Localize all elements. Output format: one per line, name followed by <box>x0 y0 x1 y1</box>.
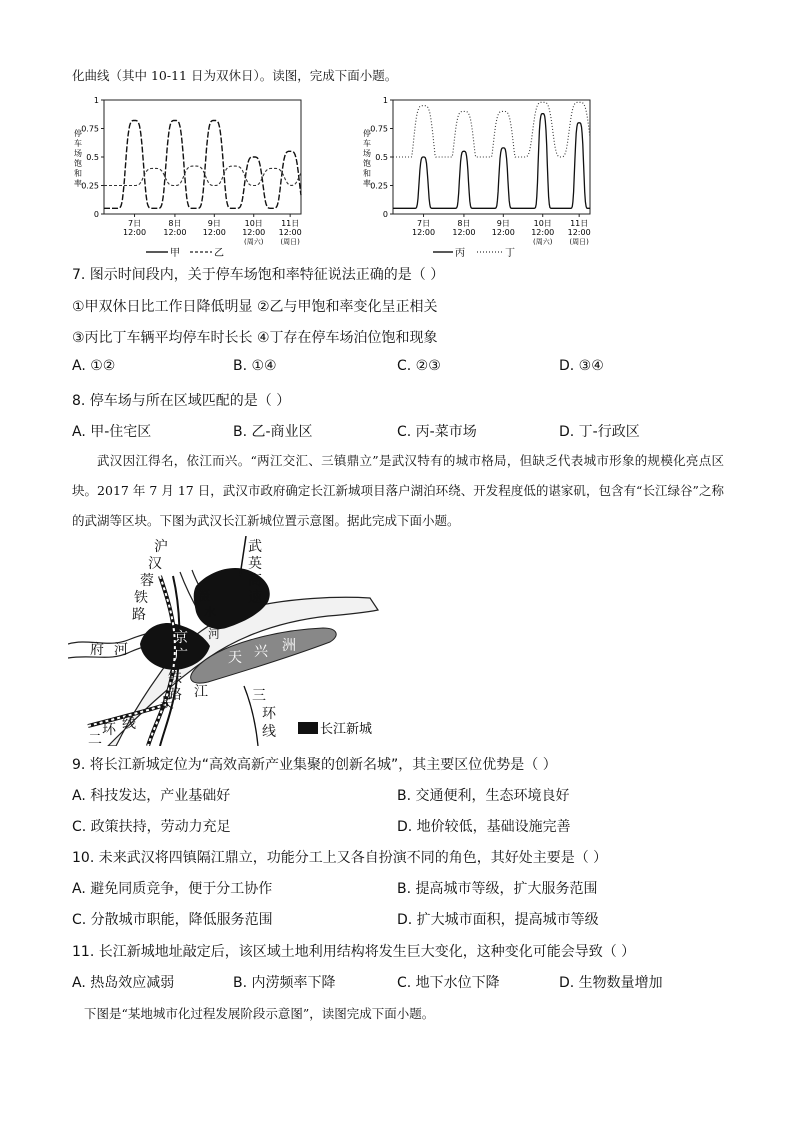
q7-statement-1: ①甲双休日比工作日降低明显 ②乙与甲饱和率变化呈正相关 <box>72 299 438 315</box>
series-bing-line <box>393 114 590 209</box>
label-jingguang-4: 路 <box>168 687 182 703</box>
series-jia-line <box>104 121 301 209</box>
label-jingguang-1: 京 <box>174 630 188 646</box>
label-sanhuan-1: 三 <box>252 688 266 704</box>
q10-option-c[interactable]: C. 分散城市职能，降低服务范围 <box>72 912 273 928</box>
saturation-chart-right <box>355 92 605 264</box>
chart-right-legend <box>433 247 515 259</box>
left-xtick-note: (周六) <box>243 238 264 246</box>
right-xtick-day: 11日 <box>570 219 589 228</box>
left-xtick-day: 11日 <box>281 219 300 228</box>
label-erhuan-1: 二 <box>88 732 102 746</box>
q11-option-d[interactable]: D. 生物数量增加 <box>559 975 663 991</box>
label-changjiang-2: 江 <box>194 684 208 700</box>
label-wuying-2: 英 <box>248 556 262 572</box>
right-ylabel-char: 饱 <box>363 159 371 168</box>
closing-text: 下图是“某地城市化过程发展阶段示意图”，读图完成下面小题。 <box>84 1006 435 1021</box>
left-xtick-day: 9日 <box>207 219 221 228</box>
q11-stem: 11. 长江新城地址敲定后，该区域土地利用结构将发生巨大变化，这种变化可能会导致（ ） <box>72 944 636 960</box>
right-xtick-time: 12:00 <box>491 228 515 237</box>
q7-option-b[interactable]: B. ①④ <box>233 358 277 374</box>
label-wuying-4: 速 <box>248 590 262 606</box>
q10-option-b[interactable]: B. 提高城市等级，扩大服务范围 <box>397 881 598 897</box>
chart-right-ticks <box>370 96 591 246</box>
label-sanhuan-2: 环 <box>262 706 276 722</box>
label-hurong-1: 沪 <box>154 539 168 555</box>
right-xtick-day: 8日 <box>457 219 471 228</box>
label-he: 河 <box>208 627 221 641</box>
label-erhuan-3: 线 <box>122 716 136 732</box>
left-xtick-note: (周日) <box>280 238 300 246</box>
left-xtick-time: 12:00 <box>123 228 147 237</box>
label-fu-2: 河 <box>114 642 128 658</box>
right-xtick-time: 12:00 <box>452 228 476 237</box>
label-hurong-2: 汉 <box>148 556 162 572</box>
left-xtick-day: 7日 <box>127 219 142 228</box>
right-xtick-day: 7日 <box>416 219 431 228</box>
right-ylabel-char: 率 <box>363 179 371 188</box>
q9-option-d[interactable]: D. 地价较低，基础设施完善 <box>397 819 571 835</box>
q9-option-b[interactable]: B. 交通便利，生态环境良好 <box>397 788 570 804</box>
chart-left-axes <box>74 100 301 214</box>
q7-stem: 7. 图示时间段内，关于停车场饱和率特征说法正确的是（ ） <box>72 267 445 283</box>
label-hurong-4: 铁 <box>134 590 148 606</box>
label-wuying-3: 高 <box>248 573 262 589</box>
legend-new-city-swatch <box>298 722 318 734</box>
left-ytick-label: 0.25 <box>81 181 99 191</box>
right-xtick-day: 9日 <box>496 219 510 228</box>
left-ylabel-char: 饱 <box>74 159 82 168</box>
q7-statement-2: ③丙比丁车辆平均停车时长长 ④丁存在停车场泊位饱和现象 <box>72 330 438 346</box>
legend-bing-label: 丙 <box>455 248 465 259</box>
legend-yi-label: 乙 <box>214 248 224 259</box>
q7-option-c[interactable]: C. ②③ <box>397 358 441 374</box>
series-ding-line <box>393 102 590 157</box>
right-xtick-time: 12:00 <box>412 228 436 237</box>
label-she-1: 滠 <box>198 589 211 603</box>
left-ylabel-char: 率 <box>74 179 82 188</box>
left-xtick-day: 8日 <box>168 219 182 228</box>
q10-option-d[interactable]: D. 扩大城市面积，提高城市等级 <box>397 912 599 928</box>
q11-option-c[interactable]: C. 地下水位下降 <box>397 975 500 991</box>
left-ylabel-char: 停 <box>74 129 82 138</box>
legend-ding-label: 丁 <box>505 248 515 259</box>
q10-option-a[interactable]: A. 避免同质竞争，便于分工协作 <box>72 881 273 897</box>
q11-option-b[interactable]: B. 内涝频率下降 <box>233 975 336 991</box>
label-fu-1: 府 <box>90 642 104 658</box>
left-ytick-label: 0 <box>93 210 99 219</box>
q8-option-a[interactable]: A. 甲-住宅区 <box>72 424 152 440</box>
q9-stem: 9. 将长江新城定位为“高效高新产业集聚的创新名城”，其主要区位优势是（ ） <box>72 757 557 773</box>
label-tianxing-1: 天 <box>228 650 242 666</box>
q7-option-a[interactable]: A. ①② <box>72 358 116 374</box>
right-ytick-label: 0.75 <box>370 124 388 134</box>
label-jingguang-2: 广 <box>174 648 188 664</box>
label-wuying-1: 武 <box>248 539 262 555</box>
left-xtick-day: 10日 <box>244 219 263 228</box>
q8-option-c[interactable]: C. 丙-菜市场 <box>397 424 477 440</box>
series-yi-line <box>104 166 301 185</box>
q7-option-d[interactable]: D. ③④ <box>559 358 604 374</box>
right-ylabel-char: 和 <box>363 169 371 178</box>
left-xtick-time: 12:00 <box>278 228 302 237</box>
label-sanhuan-3: 线 <box>262 724 276 740</box>
chart-left-ticks <box>81 96 302 246</box>
label-hurong-3: 蓉 <box>140 573 154 589</box>
q11-option-a[interactable]: A. 热岛效应减弱 <box>72 975 175 991</box>
chart-left-legend <box>146 247 224 259</box>
q9-option-c[interactable]: C. 政策扶持，劳动力充足 <box>72 819 231 835</box>
left-ytick-label: 1 <box>93 96 99 105</box>
left-ytick-label: 0.75 <box>81 124 99 134</box>
legend-jia-label: 甲 <box>170 248 180 259</box>
intro-text: 化曲线（其中 10-11 日为双休日）。读图，完成下面小题。 <box>72 68 398 83</box>
chart-left-series <box>104 121 301 209</box>
left-ytick-label: 0.5 <box>86 153 99 162</box>
changjiang-new-city-map <box>68 536 398 746</box>
left-ylabel-char: 场 <box>74 149 82 158</box>
right-ytick-label: 0 <box>382 210 388 219</box>
chart-right-axes <box>363 100 590 214</box>
left-ylabel-char: 和 <box>74 169 82 178</box>
legend-new-city-label: 长江新城 <box>320 722 373 737</box>
right-ytick-label: 0.5 <box>375 153 388 162</box>
right-xtick-note: (周六) <box>532 238 553 246</box>
right-ytick-label: 1 <box>382 96 388 105</box>
left-xtick-time: 12:00 <box>242 228 266 237</box>
label-erhuan-2: 环 <box>102 722 116 738</box>
q8-option-d[interactable]: D. 丁-行政区 <box>559 424 640 440</box>
label-changjiang-1: 长 <box>160 696 174 712</box>
left-xtick-time: 12:00 <box>163 228 187 237</box>
right-xtick-time: 12:00 <box>567 228 591 237</box>
q10-stem: 10. 未来武汉将四镇隔江鼎立，功能分工上又各自扮演不同的角色，其好处主要是（ ） <box>72 850 608 866</box>
right-ylabel-char: 停 <box>363 129 371 138</box>
saturation-chart-left <box>66 92 316 264</box>
label-tianxing-2: 兴 <box>254 644 268 660</box>
right-ylabel-char: 场 <box>363 149 371 158</box>
passage-text: 武汉因江得名，依江而兴。“两江交汇、三镇鼎立”是武汉特有的城市格局，但缺乏代表城市形象的规模化亮点区块。2017 年 7 月 17 日，武汉市政府确定长江新城项目落户湖泊环绕、开发程度低的谌家矶，包含有“长江绿谷”之称的武湖等区块。下图为武汉长江新城位置示意图。据此完成下面小题。 <box>72 453 724 528</box>
chart-right-series <box>393 102 590 208</box>
left-ylabel-char: 车 <box>74 139 82 148</box>
q9-option-a[interactable]: A. 科技发达，产业基础好 <box>72 788 231 804</box>
right-ytick-label: 0.25 <box>370 181 388 191</box>
left-xtick-time: 12:00 <box>202 228 226 237</box>
label-tianxing-3: 洲 <box>282 638 296 654</box>
label-jingguang-3: 铁 <box>168 670 182 686</box>
q8-stem: 8. 停车场与所在区域匹配的是（ ） <box>72 393 291 409</box>
label-hurong-5: 路 <box>132 607 146 623</box>
right-ylabel-char: 车 <box>363 139 371 148</box>
right-xtick-note: (周日) <box>569 238 589 246</box>
right-xtick-time: 12:00 <box>531 228 555 237</box>
label-she-2: 水 <box>204 605 217 619</box>
q8-option-b[interactable]: B. 乙-商业区 <box>233 424 313 440</box>
right-xtick-day: 10日 <box>533 219 552 228</box>
